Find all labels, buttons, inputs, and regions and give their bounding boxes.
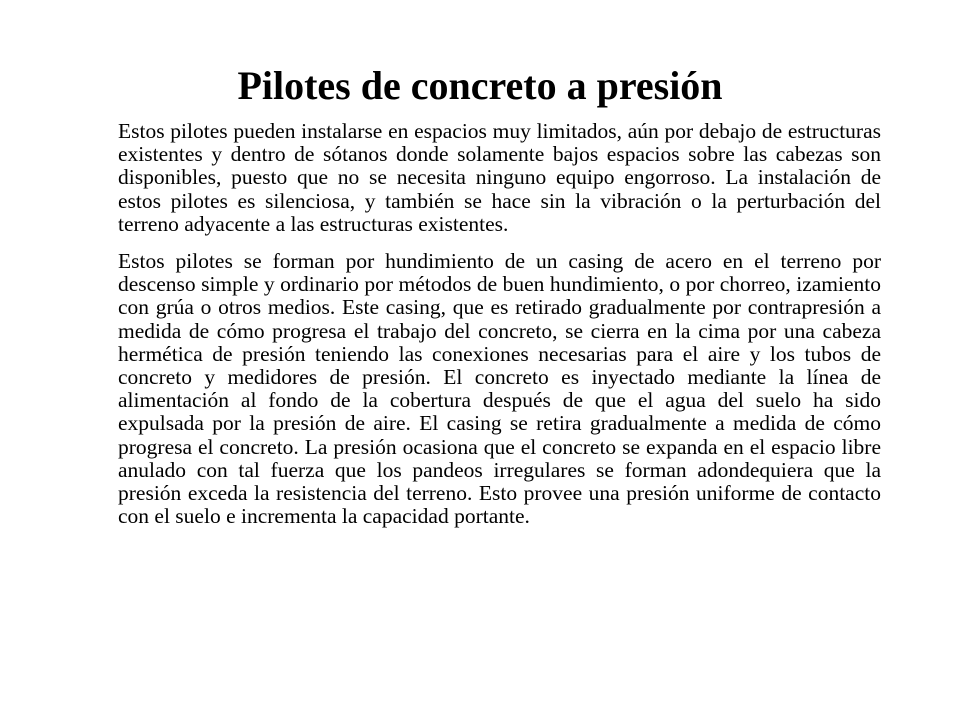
paragraph-1: Estos pilotes pueden instalarse en espacios muy limitados, aún por debajo de estructuras existentes y dentro de sótanos donde solamente bajos espacios sobre las cabezas son disponibles, puesto que no se necesita ninguno equipo engorroso. La instalación de estos pilotes es silenciosa, y también se hace sin la vibración o la perturbación del terreno adyacente a las estructuras existentes.	[118, 119, 881, 236]
paragraph-2: Estos pilotes se forman por hundimiento de un casing de acero en el terreno por descenso simple y ordinario por métodos de buen hundimiento, o por chorreo, izamiento con grúa o otros medios. Este casing, que es retirado gradualmente por contrapresión a medida de cómo progresa el trabajo del concreto, se cierra en la cima por una cabeza hermética de presión teniendo las conexiones necesarias para el aire y los tubos de concreto y medidores de presión. El concreto es inyectado mediante la línea de alimentación al fondo de la cobertura después de que el agua del suelo ha sido expulsada por la presión de aire. El casing se retira gradualmente a medida de cómo progresa el concreto. La presión ocasiona que el concreto se expanda en el espacio libre anulado con tal fuerza que los pandeos irregulares se forman adondequiera que la presión exceda la resistencia del terreno. Esto provee una presión uniforme de contacto con el suelo e incrementa la capacidad portante.	[118, 249, 881, 529]
slide-body	[118, 120, 881, 528]
slide-title: Pilotes de concreto a presión	[237, 63, 723, 108]
